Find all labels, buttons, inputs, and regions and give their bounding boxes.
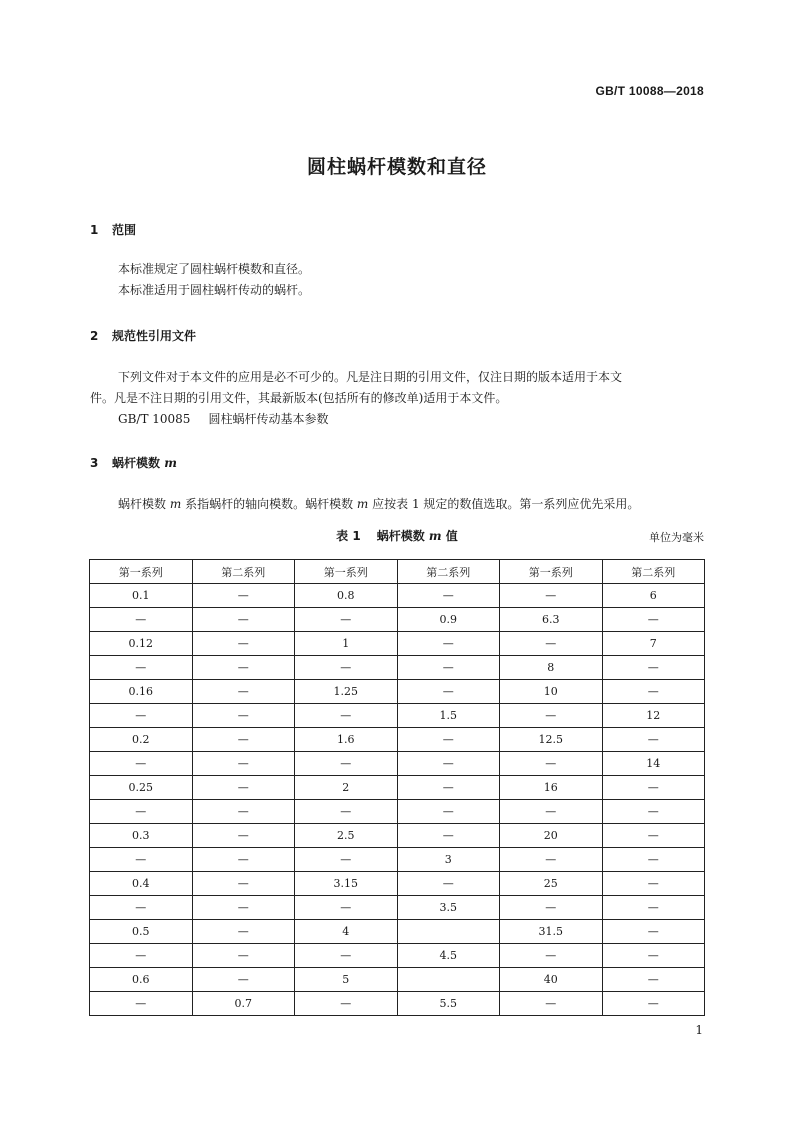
table-cell: 7 bbox=[602, 632, 705, 656]
table-cell: 1 bbox=[295, 632, 398, 656]
table-cell: 3 bbox=[397, 848, 500, 872]
table-cell: 4 bbox=[295, 920, 398, 944]
table-cell: — bbox=[192, 944, 295, 968]
reference-title: 圆柱蜗杆传动基本参数 bbox=[208, 412, 329, 426]
modulus-symbol: m bbox=[169, 497, 182, 511]
table-cell: — bbox=[295, 944, 398, 968]
table-cell: — bbox=[500, 944, 603, 968]
table-cell: 31.5 bbox=[500, 920, 603, 944]
table-row bbox=[90, 944, 705, 968]
section-3-body bbox=[118, 494, 639, 515]
page-number: 1 bbox=[695, 1023, 703, 1037]
table-row bbox=[90, 872, 705, 896]
table-cell: — bbox=[397, 728, 500, 752]
table-cell: 0.1 bbox=[90, 584, 193, 608]
table-body bbox=[90, 584, 705, 1016]
table-cell: — bbox=[192, 896, 295, 920]
table-cell: 6.3 bbox=[500, 608, 603, 632]
table-cell: — bbox=[602, 824, 705, 848]
table-cell: 5 bbox=[295, 968, 398, 992]
table-cell: 0.4 bbox=[90, 872, 193, 896]
table-cell: — bbox=[397, 800, 500, 824]
table-cell: — bbox=[192, 800, 295, 824]
section-1-body bbox=[118, 259, 310, 301]
table-cell: 20 bbox=[500, 824, 603, 848]
table-cell: — bbox=[500, 632, 603, 656]
section-2-para-line: 件。凡是不注日期的引用文件，其最新版本(包括所有的修改单)适用于本文件。 bbox=[90, 391, 508, 405]
table-cell: 1.5 bbox=[397, 704, 500, 728]
table-header-row bbox=[90, 560, 705, 584]
table-title-suffix: 值 bbox=[445, 529, 458, 543]
table-cell: — bbox=[192, 728, 295, 752]
table-cell: — bbox=[90, 944, 193, 968]
table-cell: — bbox=[295, 608, 398, 632]
section-2-number: 2 bbox=[90, 329, 99, 343]
table-row bbox=[90, 632, 705, 656]
table-cell: — bbox=[602, 944, 705, 968]
table-cell: 0.2 bbox=[90, 728, 193, 752]
table-cell: 12 bbox=[602, 704, 705, 728]
table-cell: — bbox=[602, 872, 705, 896]
table-cell: — bbox=[90, 800, 193, 824]
standard-code: GB/T 10088—2018 bbox=[595, 84, 704, 98]
table-cell: — bbox=[397, 752, 500, 776]
table-cell: 3.15 bbox=[295, 872, 398, 896]
column-header: 第一系列 bbox=[90, 560, 193, 584]
table-cell: — bbox=[295, 752, 398, 776]
table-cell bbox=[397, 920, 500, 944]
table-cell: 0.6 bbox=[90, 968, 193, 992]
table-row bbox=[90, 992, 705, 1016]
section-2-body bbox=[90, 367, 710, 430]
table-cell: — bbox=[500, 752, 603, 776]
table-cell: 40 bbox=[500, 968, 603, 992]
table-cell: — bbox=[500, 896, 603, 920]
section-3-text: 系指蜗杆的轴向模数。蜗杆模数 bbox=[185, 497, 354, 511]
table-cell: 8 bbox=[500, 656, 603, 680]
column-header: 第二系列 bbox=[602, 560, 705, 584]
table-symbol: m bbox=[428, 529, 442, 543]
table-cell: 0.5 bbox=[90, 920, 193, 944]
section-1-heading bbox=[90, 221, 136, 238]
table-cell: — bbox=[295, 656, 398, 680]
table-cell: — bbox=[397, 584, 500, 608]
table-row bbox=[90, 728, 705, 752]
table-cell: 10 bbox=[500, 680, 603, 704]
table-cell: — bbox=[500, 848, 603, 872]
table-row bbox=[90, 704, 705, 728]
table-cell: 0.8 bbox=[295, 584, 398, 608]
section-2-heading bbox=[90, 327, 196, 344]
table-row bbox=[90, 584, 705, 608]
reference-code: GB/T 10085 bbox=[118, 412, 191, 426]
section-1-number: 1 bbox=[90, 223, 99, 237]
table-cell: — bbox=[397, 656, 500, 680]
table-cell: — bbox=[192, 632, 295, 656]
table-cell: 2 bbox=[295, 776, 398, 800]
table-cell: — bbox=[602, 968, 705, 992]
table-cell: — bbox=[192, 656, 295, 680]
normative-reference bbox=[90, 409, 710, 430]
table-cell: 1.25 bbox=[295, 680, 398, 704]
table-cell: 6 bbox=[602, 584, 705, 608]
table-cell: — bbox=[90, 656, 193, 680]
table-cell: — bbox=[295, 704, 398, 728]
table-cell: — bbox=[500, 704, 603, 728]
table-row bbox=[90, 656, 705, 680]
table-cell: — bbox=[602, 848, 705, 872]
section-1-line: 本标准适用于圆柱蜗杆传动的蜗杆。 bbox=[118, 283, 311, 297]
table-cell: — bbox=[602, 776, 705, 800]
table-row bbox=[90, 920, 705, 944]
table-row bbox=[90, 752, 705, 776]
section-1-title: 范围 bbox=[112, 223, 137, 237]
table-cell: — bbox=[192, 608, 295, 632]
table-row bbox=[90, 776, 705, 800]
section-2-para-line: 下列文件对于本文件的应用是必不可少的。凡是注日期的引用文件，仅注日期的版本适用于本文 bbox=[118, 370, 623, 384]
table-cell: — bbox=[602, 800, 705, 824]
table-cell: — bbox=[192, 872, 295, 896]
modulus-symbol: m bbox=[356, 497, 369, 511]
table-cell: — bbox=[602, 728, 705, 752]
table-row bbox=[90, 608, 705, 632]
section-3-number: 3 bbox=[90, 456, 99, 470]
unit-note: 单位为毫米 bbox=[649, 531, 704, 544]
table-cell: — bbox=[602, 680, 705, 704]
table-cell: 12.5 bbox=[500, 728, 603, 752]
table-cell: — bbox=[397, 632, 500, 656]
table-cell bbox=[397, 968, 500, 992]
table-cell: 1.6 bbox=[295, 728, 398, 752]
table-cell: 0.16 bbox=[90, 680, 193, 704]
table-cell: — bbox=[90, 704, 193, 728]
table-cell: — bbox=[397, 776, 500, 800]
table-cell: — bbox=[192, 776, 295, 800]
section-2-title: 规范性引用文件 bbox=[112, 329, 197, 343]
table-cell: — bbox=[192, 680, 295, 704]
section-3-text: 蜗杆模数 bbox=[118, 497, 167, 511]
table-title: 蜗杆模数 bbox=[376, 529, 425, 543]
column-header: 第二系列 bbox=[397, 560, 500, 584]
table-row bbox=[90, 896, 705, 920]
table-cell: — bbox=[602, 920, 705, 944]
table-cell: — bbox=[192, 752, 295, 776]
table-cell: — bbox=[90, 752, 193, 776]
table-cell: — bbox=[90, 608, 193, 632]
table-cell: — bbox=[295, 896, 398, 920]
column-header: 第一系列 bbox=[295, 560, 398, 584]
table-cell: — bbox=[602, 896, 705, 920]
document-title: 圆柱蜗杆模数和直径 bbox=[306, 156, 487, 178]
table-row bbox=[90, 968, 705, 992]
section-3-text: 应按表 1 规定的数值选取。第一系列应优先采用。 bbox=[372, 497, 640, 511]
column-header: 第二系列 bbox=[192, 560, 295, 584]
table-cell: 3.5 bbox=[397, 896, 500, 920]
table-cell: — bbox=[500, 584, 603, 608]
table-cell: — bbox=[500, 992, 603, 1016]
modulus-table bbox=[89, 559, 705, 1016]
table-cell: — bbox=[397, 872, 500, 896]
table-cell: — bbox=[602, 656, 705, 680]
table-cell: — bbox=[397, 824, 500, 848]
table-cell: 0.9 bbox=[397, 608, 500, 632]
table-cell: 0.25 bbox=[90, 776, 193, 800]
table-cell: 0.7 bbox=[192, 992, 295, 1016]
table-cell: — bbox=[192, 968, 295, 992]
section-3-title: 蜗杆模数 bbox=[112, 456, 161, 470]
section-3-heading bbox=[90, 454, 177, 471]
table-label: 表 1 bbox=[336, 529, 361, 543]
table-cell: 0.3 bbox=[90, 824, 193, 848]
table-cell: 2.5 bbox=[295, 824, 398, 848]
section-3-symbol: m bbox=[164, 456, 177, 470]
table-row bbox=[90, 848, 705, 872]
table-cell: 0.12 bbox=[90, 632, 193, 656]
table-cell: 25 bbox=[500, 872, 603, 896]
table-row bbox=[90, 800, 705, 824]
table-cell: — bbox=[295, 800, 398, 824]
table-cell: — bbox=[90, 848, 193, 872]
table-cell: 16 bbox=[500, 776, 603, 800]
table-cell: 14 bbox=[602, 752, 705, 776]
table-cell: — bbox=[90, 896, 193, 920]
table-cell: — bbox=[602, 608, 705, 632]
table-cell: — bbox=[192, 824, 295, 848]
table-row bbox=[90, 824, 705, 848]
section-1-line: 本标准规定了圆柱蜗杆模数和直径。 bbox=[118, 262, 311, 276]
table-cell: — bbox=[500, 800, 603, 824]
table-cell: 4.5 bbox=[397, 944, 500, 968]
table-row bbox=[90, 680, 705, 704]
column-header: 第一系列 bbox=[500, 560, 603, 584]
table-cell: — bbox=[295, 992, 398, 1016]
table-cell: — bbox=[192, 848, 295, 872]
table-cell: — bbox=[397, 680, 500, 704]
table-cell: — bbox=[192, 920, 295, 944]
table-cell: — bbox=[192, 704, 295, 728]
table-cell: — bbox=[602, 992, 705, 1016]
table-cell: — bbox=[192, 584, 295, 608]
table-cell: — bbox=[295, 848, 398, 872]
table-cell: 5.5 bbox=[397, 992, 500, 1016]
table-cell: — bbox=[90, 992, 193, 1016]
